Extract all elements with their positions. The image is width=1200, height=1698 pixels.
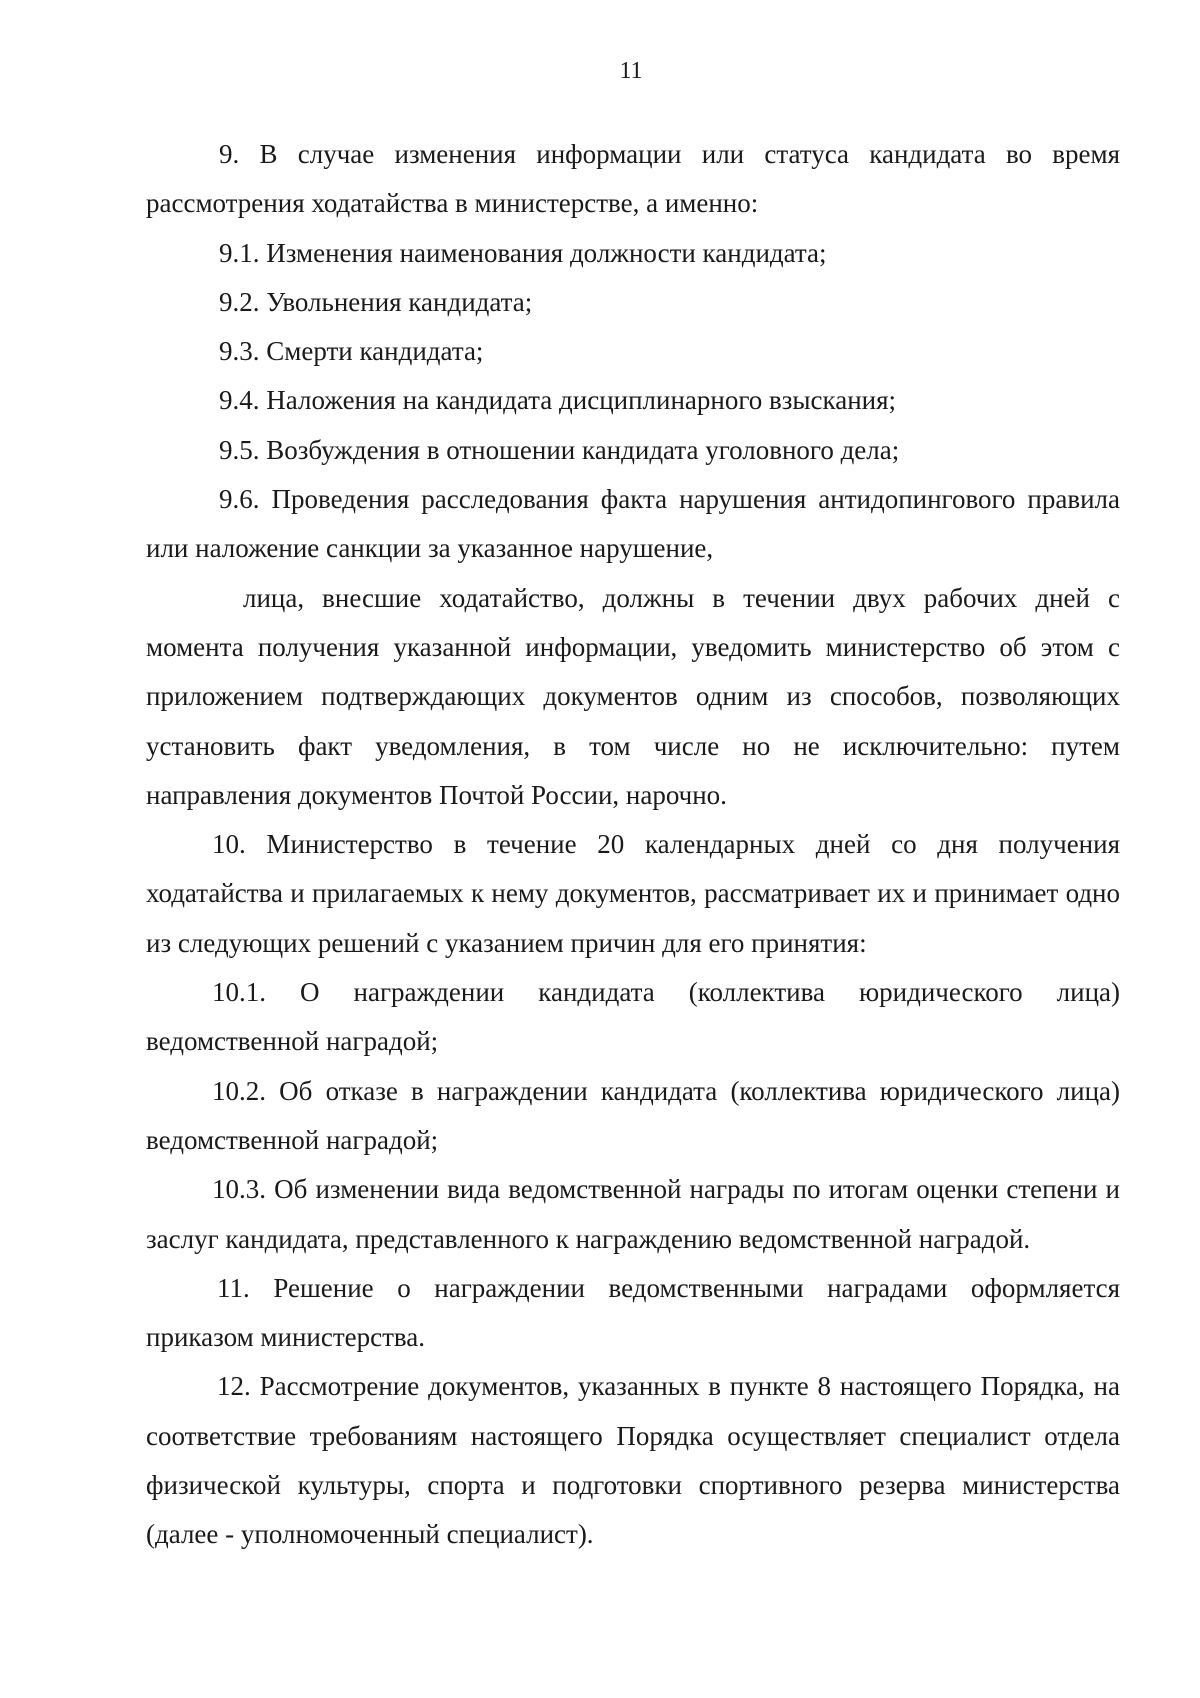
paragraph-10-3: 10.3. Об изменении вида ведомственной награды по итогам оценки степени и заслуг кандидата, представленного к награждению ведомственной наградой. [146, 1174, 1120, 1254]
paragraph-10-1: 10.1. О награждении кандидата (коллектива юридического лица) ведомственной наградой; [146, 977, 1120, 1057]
paragraph-9-1: 9.1. Изменения наименования должности кандидата; [219, 237, 827, 268]
paragraph-9-5: 9.5. Возбуждения в отношении кандидата уголовного дела; [219, 434, 900, 465]
document-body [146, 130, 1120, 1560]
paragraph-9-conclusion: лица, внесшие ходатайство, должны в течении двух рабочих дней с момента получения указанной информации, уведомить министерство об этом с приложением подтверждающих документов одним из способов, позволяющих установить факт уведомления, в том числе но не исключительно: путем направления документов Почтой России, нарочно. [146, 582, 1120, 810]
paragraph-9-2: 9.2. Увольнения кандидата; [219, 286, 533, 317]
paragraph-9-6: 9.6. Проведения расследования факта нарушения антидопингового правила или наложение санкции за указанное нарушение, [146, 484, 1120, 564]
paragraph-9: 9. В случае изменения информации или статуса кандидата во время рассмотрения ходатайства в министерстве, а именно: [146, 139, 1120, 219]
paragraph-11: 11. Решение о награждении ведомственными наградами оформляется приказом министерства. [146, 1272, 1120, 1353]
paragraph-9-3: 9.3. Смерти кандидата; [219, 336, 484, 367]
paragraph-10-2: 10.2. Об отказе в награждении кандидата (коллектива юридического лица) ведомственной наградой; [146, 1075, 1120, 1155]
paragraph-12: 12. Рассмотрение документов, указанных в пункте 8 настоящего Порядка, на соответствие требованиям настоящего Порядка осуществляет специалист отдела физической культуры, спорта и подготовки спортивного резерва министерства (далее - уполномоченный специалист). [146, 1371, 1120, 1550]
paragraph-9-4: 9.4. Наложения на кандидата дисциплинарного взыскания; [219, 385, 897, 416]
paragraph-10: 10. Министерство в течение 20 календарных дней со дня получения ходатайства и прилагаемых к нему документов, рассматривает их и принимает одно из следующих решений с указанием причин для его принятия: [146, 829, 1120, 958]
page-number: 11 [619, 58, 643, 84]
